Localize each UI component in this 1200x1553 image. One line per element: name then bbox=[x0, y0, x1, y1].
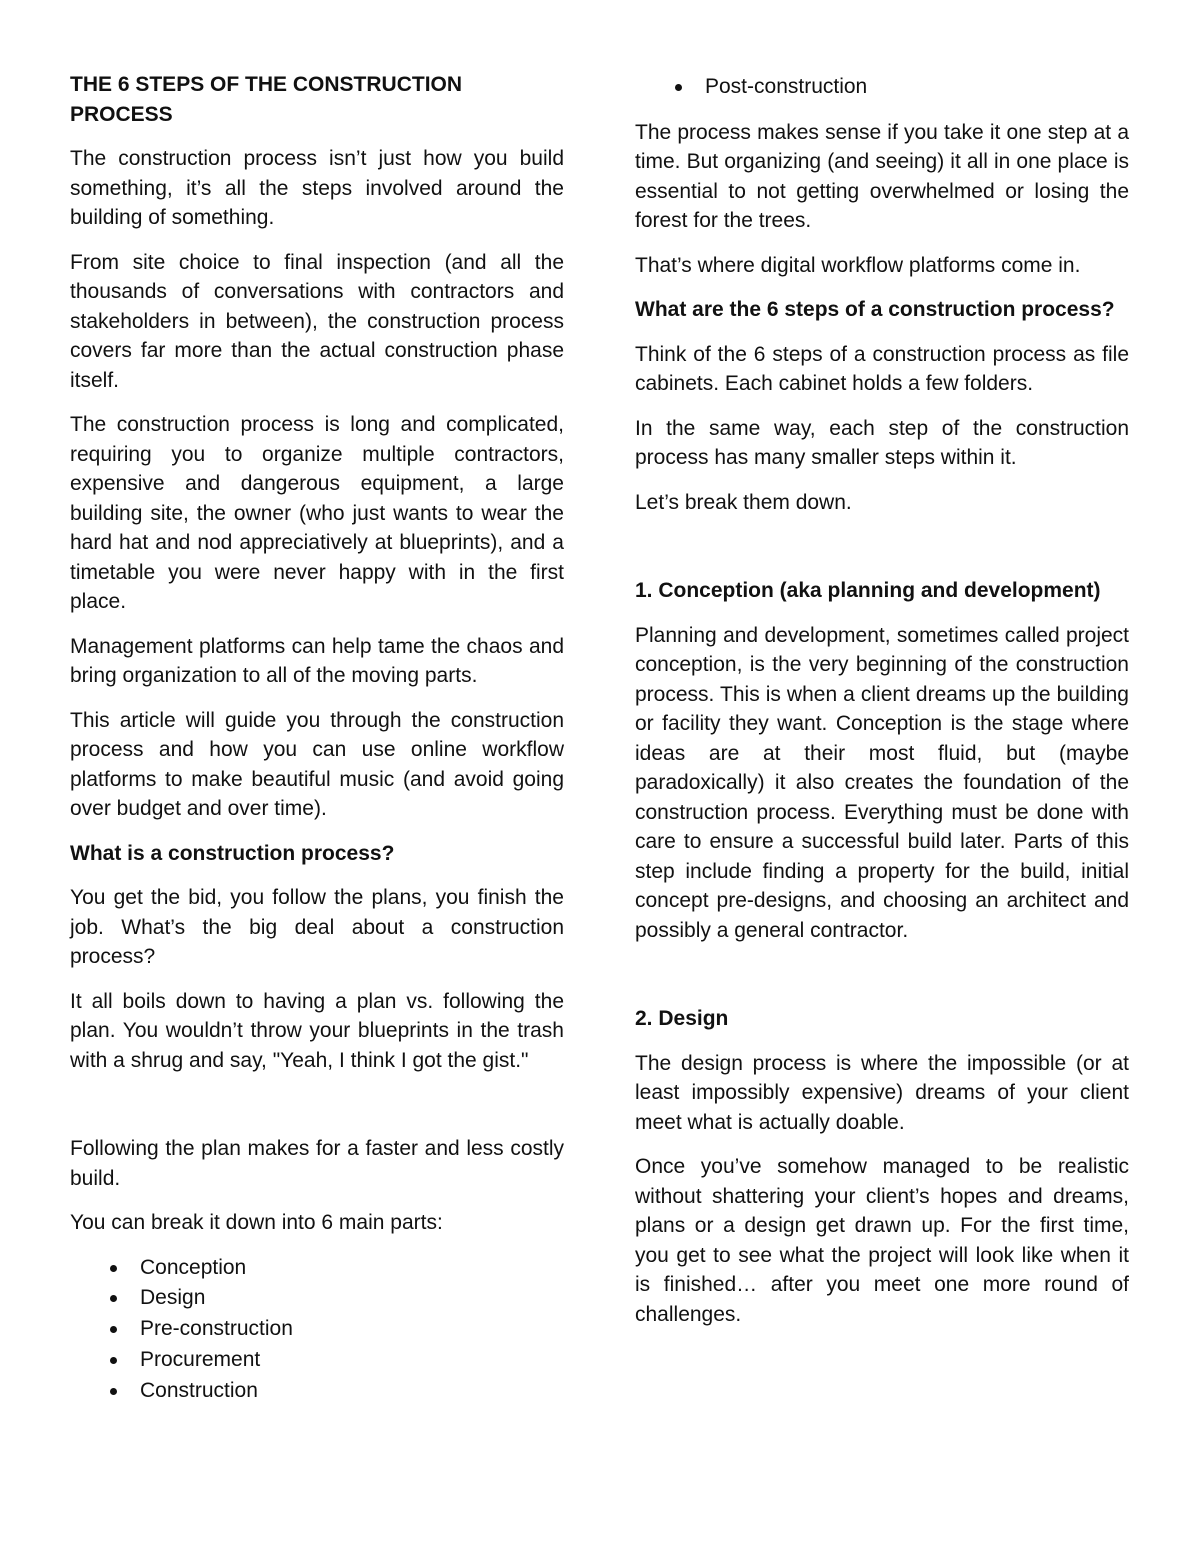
document-title-line2: PROCESS bbox=[70, 102, 173, 126]
spacer bbox=[70, 1090, 564, 1134]
step1-heading: 1. Conception (aka planning and development) bbox=[635, 579, 1101, 603]
document-title bbox=[70, 70, 564, 129]
faster-build-paragraph: Following the plan makes for a faster and less costly build. bbox=[70, 1137, 564, 1190]
list-item: Procurement bbox=[70, 1345, 564, 1376]
right-column bbox=[635, 70, 1129, 1344]
digital-platforms-paragraph: That’s where digital workflow platforms come in. bbox=[635, 253, 1081, 277]
what-is-heading: What is a construction process? bbox=[70, 841, 395, 865]
six-steps-heading: What are the 6 steps of a construction process? bbox=[635, 298, 1115, 322]
file-cabinets-paragraph: Think of the 6 steps of a construction process as file cabinets. Each cabinet holds a few folders. bbox=[635, 342, 1129, 396]
platforms-paragraph: Management platforms can help tame the chaos and bring organization to all of the moving parts. bbox=[70, 634, 564, 687]
step2-paragraph-1: The design process is where the impossible (or at least impossibly expensive) dreams of your client meet what is actually doable. bbox=[635, 1051, 1129, 1134]
step1-body: Planning and development, sometimes called project conception, is the very beginning of the construction process. This is when a client dreams up the building or facility they want. Conception is the stage where ideas are at their most fluid, but (maybe paradoxically) it also creates the foundation of the construction process. Everything must be done with care to ensure a successful build later. Parts of this step include finding a property for the build, initial concept pre-designs, and choosing an architect and possibly a general contractor. bbox=[635, 623, 1129, 942]
list-item: Post-construction bbox=[635, 72, 1129, 103]
scope-paragraph: From site choice to final inspection (and all the thousands of conversations with contractors and stakeholders in between), the construction process covers far more than the actual construction phase itself. bbox=[70, 250, 564, 392]
bid-paragraph: You get the bid, you follow the plans, you finish the job. What’s the big deal about a construction process? bbox=[70, 886, 564, 968]
spacer bbox=[635, 532, 1129, 576]
list-item: Pre-construction bbox=[70, 1314, 564, 1345]
smaller-steps-paragraph: In the same way, each step of the construction process has many smaller steps within it. bbox=[635, 416, 1129, 470]
break-down-paragraph: Let’s break them down. bbox=[635, 490, 852, 514]
list-item: Construction bbox=[70, 1376, 564, 1407]
plan-paragraph: It all boils down to having a plan vs. following the plan. You wouldn’t throw your blueprints in the trash with a shrug and say, "Yeah, I think I got the gist." bbox=[70, 989, 564, 1072]
list-item: Conception bbox=[70, 1253, 564, 1284]
one-step-paragraph: The process makes sense if you take it one step at a time. But organizing (and seeing) it all in one place is essential to not getting overwhelmed or losing the forest for the trees. bbox=[635, 120, 1129, 233]
list-item: Design bbox=[70, 1283, 564, 1314]
step2-heading: 2. Design bbox=[635, 1007, 729, 1031]
step2-paragraph-2: Once you’ve somehow managed to be realistic without shattering your client’s hopes and dreams, plans or a design get drawn up. For the first time, you get to see what the project will look like when it is finished… after you meet one more round of challenges. bbox=[635, 1155, 1129, 1326]
parts-list bbox=[70, 1253, 564, 1407]
spacer bbox=[635, 960, 1129, 1004]
left-column bbox=[70, 70, 564, 1421]
intro-paragraph: The construction process isn’t just how you build something, it’s all the steps involved around the building of something. bbox=[70, 147, 564, 229]
six-parts-intro: You can break it down into 6 main parts: bbox=[70, 1211, 443, 1234]
guide-paragraph: This article will guide you through the construction process and how you can use online workflow platforms to make beautiful music (and avoid going over budget and over time). bbox=[70, 708, 564, 820]
complexity-paragraph: The construction process is long and complicated, requiring you to organize multiple contractors, expensive and dangerous equipment, a large building site, the owner (who just wants to wear the hard hat and nod appreciatively at blueprints), and a timetable you were never happy with in the first place. bbox=[70, 413, 564, 613]
document-title-line1: THE 6 STEPS OF THE CONSTRUCTION bbox=[70, 73, 463, 96]
parts-list-continued bbox=[635, 72, 1129, 103]
